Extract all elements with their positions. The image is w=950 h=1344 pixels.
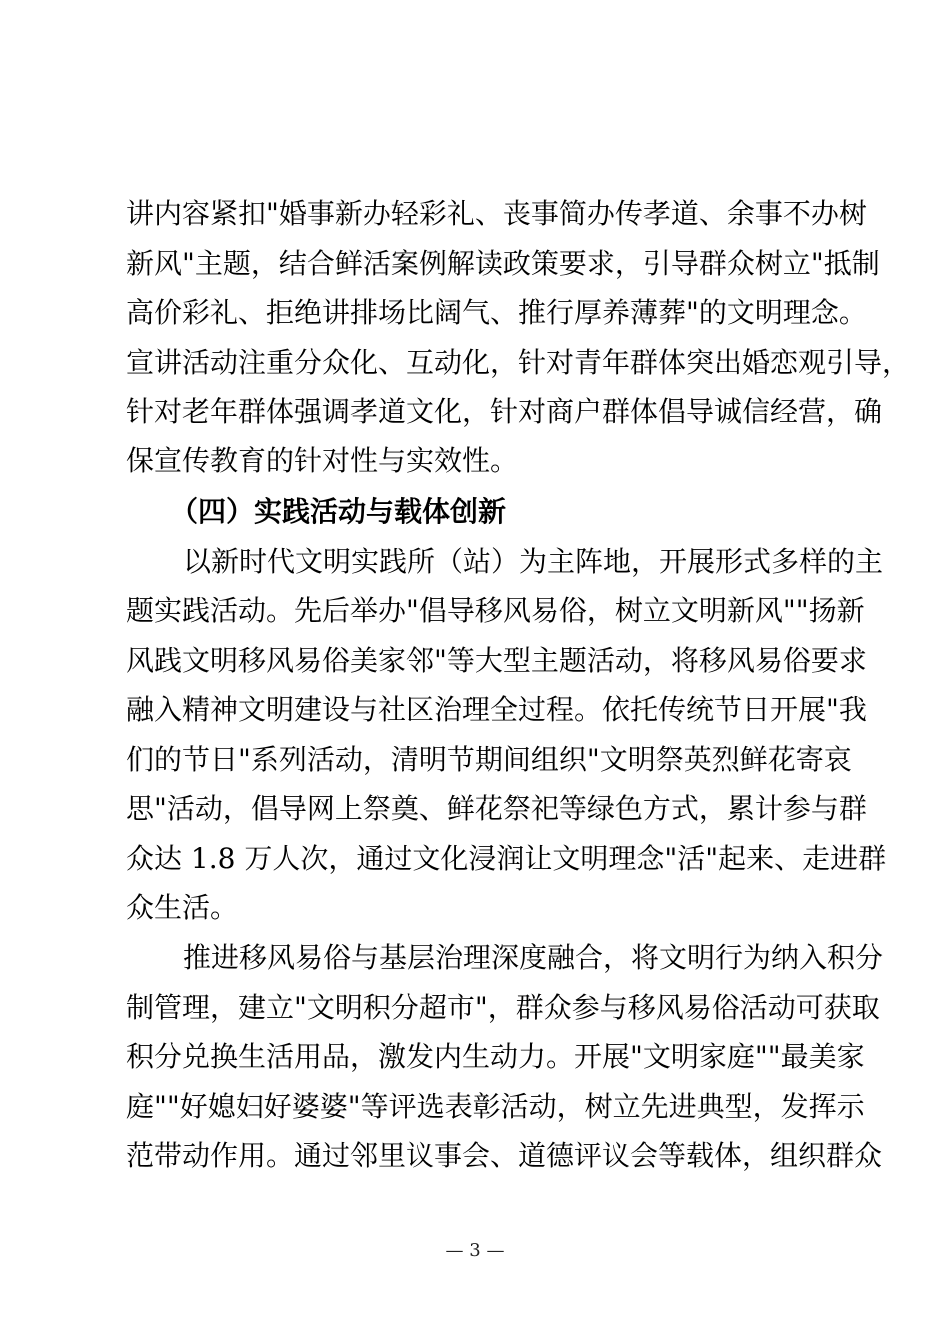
text-line: 们的节日"系列活动，清明节期间组织"文明祭英烈鲜花寄哀	[126, 743, 852, 776]
text-line: 以新时代文明实践所（站）为主阵地，开展形式多样的主	[183, 545, 884, 578]
text-line: 众达 1.8 万人次，通过文化浸润让文明理念"活"起来、走进群	[126, 842, 887, 875]
text-line: 制管理，建立"文明积分超市"，群众参与移风易俗活动可获取	[126, 991, 880, 1024]
text-line: 众生活。	[126, 891, 239, 924]
text-line: 庭""好媳妇好婆婆"等评选表彰活动，树立先进典型，发挥示	[126, 1090, 865, 1123]
text-line: 讲内容紧扣"婚事新办轻彩礼、丧事简办传孝道、余事不办树	[126, 197, 867, 230]
text-line: 宣讲活动注重分众化、互动化，针对青年群体突出婚恋观引导，	[126, 346, 911, 379]
text-line: 针对老年群体强调孝道文化，针对商户群体倡导诚信经营，确	[126, 395, 883, 428]
text-line: 范带动作用。通过邻里议事会、道德评议会等载体，组织群众	[126, 1139, 883, 1172]
text-line: 保宣传教育的针对性与实效性。	[126, 444, 519, 477]
text-line: 思"活动，倡导网上祭奠、鲜花祭祀等绿色方式，累计参与群	[126, 792, 867, 825]
text-line: 新风"主题，结合鲜活案例解读政策要求，引导群众树立"抵制	[126, 247, 880, 280]
text-line: 高价彩礼、拒绝讲排场比阔气、推行厚养薄葬"的文明理念。	[126, 296, 867, 329]
text-line: 风践文明移风易俗美家邻"等大型主题活动，将移风易俗要求	[126, 644, 867, 677]
text-line: 融入精神文明建设与社区治理全过程。依托传统节日开展"我	[126, 693, 867, 726]
text-line: 积分兑换生活用品，激发内生动力。开展"文明家庭""最美家	[126, 1040, 865, 1073]
text-line: 题实践活动。先后举办"倡导移风易俗，树立文明新风""扬新	[126, 594, 865, 627]
text-line: 推进移风易俗与基层治理深度融合，将文明行为纳入积分	[183, 941, 884, 974]
page-number: — 3 —	[445, 1240, 505, 1261]
section-heading: （四）实践活动与载体创新	[170, 495, 507, 528]
